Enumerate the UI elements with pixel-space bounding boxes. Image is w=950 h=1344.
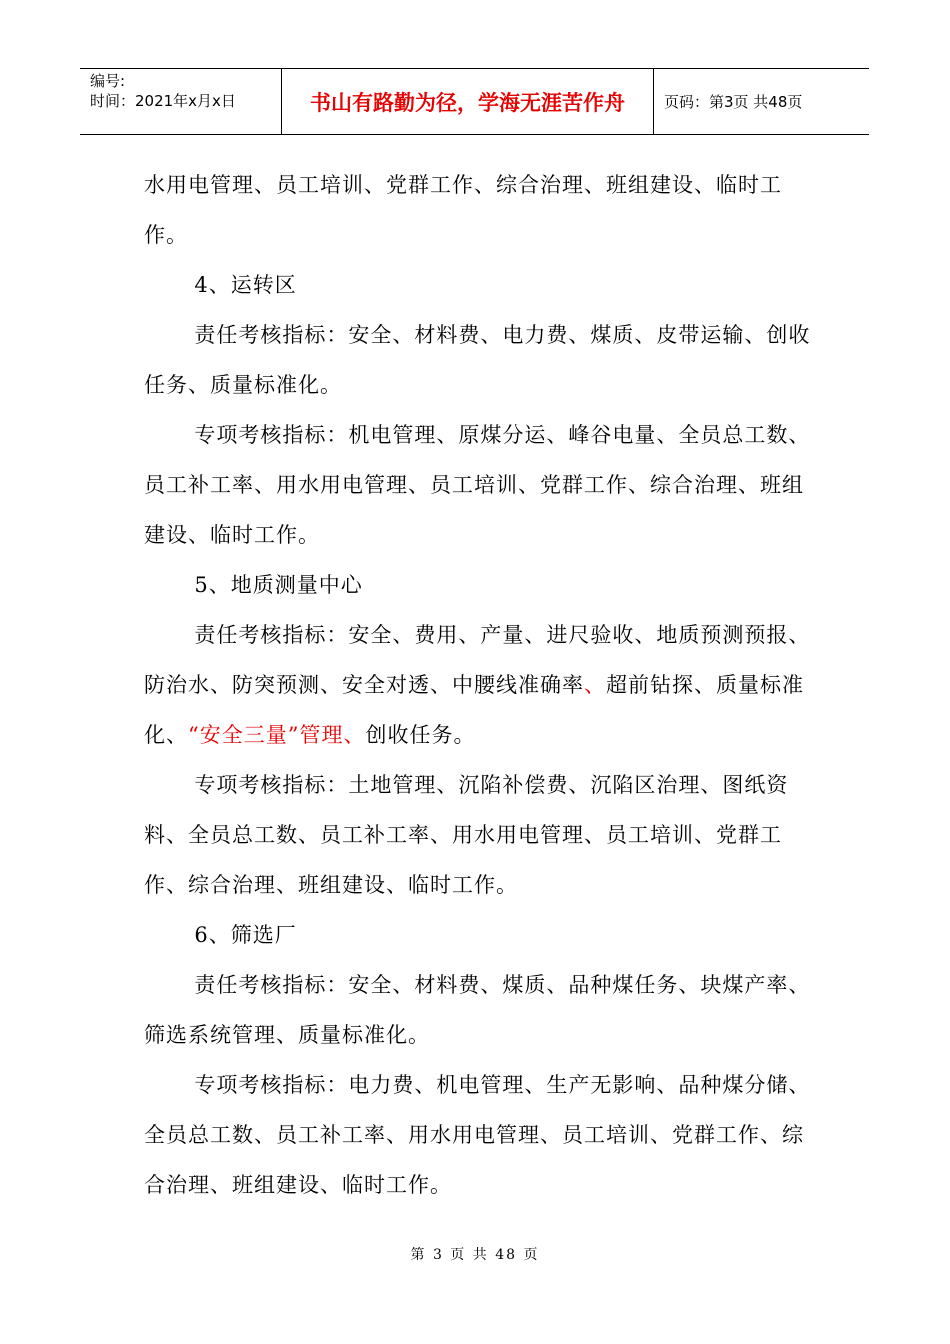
s5-resp-red-highlight: “安全三量”管理、 bbox=[188, 723, 366, 747]
number-label: 编号: bbox=[90, 72, 126, 90]
section-5-title: 5、地质测量中心 bbox=[194, 573, 363, 597]
header-meta bbox=[80, 69, 282, 134]
section-4-responsibility: 责任考核指标：安全、材料费、电力费、煤质、皮带运输、创收任务、质量标准化。 bbox=[144, 323, 811, 397]
document-body bbox=[144, 160, 824, 1210]
time-label: 时间：2021年x月x日 bbox=[90, 92, 236, 110]
s5-resp-part-c: 创收任务。 bbox=[365, 723, 476, 747]
header-page-info: 页码：第3页 共48页 bbox=[664, 93, 803, 111]
section-4-title: 4、运转区 bbox=[194, 273, 297, 297]
header-motto: 书山有路勤为径，学海无涯苦作舟 bbox=[282, 69, 654, 134]
section-5-responsibility bbox=[144, 610, 824, 760]
s5-resp-red-comma: 、 bbox=[584, 673, 606, 697]
page-header bbox=[80, 68, 869, 135]
paragraph-continuation-end: 作。 bbox=[144, 223, 188, 247]
paragraph-continuation: 水用电管理、员工培训、党群工作、综合治理、班组建设、临时工 bbox=[144, 173, 782, 197]
section-5-special: 专项考核指标：土地管理、沉陷补偿费、沉陷区治理、图纸资料、全员总工数、员工补工率、用水用电管理、员工培训、党群工作、综合治理、班组建设、临时工作。 bbox=[144, 773, 789, 897]
section-6-title: 6、筛选厂 bbox=[194, 923, 297, 947]
s5-resp-part-a: 责任考核指标：安全、费用、产量、进尺验收、地质预测预报、防治水、防突预测、安全对透、中腰线准确率 bbox=[144, 623, 811, 697]
page-footer: 第 3 页 共 48 页 bbox=[410, 1247, 540, 1263]
section-4-special: 专项考核指标：机电管理、原煤分运、峰谷电量、全员总工数、员工补工率、用水用电管理、员工培训、党群工作、综合治理、班组建设、临时工作。 bbox=[144, 423, 811, 547]
section-6-responsibility: 责任考核指标：安全、材料费、煤质、品种煤任务、块煤产率、筛选系统管理、质量标准化。 bbox=[144, 973, 811, 1047]
s5-resp-part-b: 超前钻探、质量标准化、 bbox=[144, 673, 804, 747]
section-6-special: 专项考核指标：电力费、机电管理、生产无影响、品种煤分储、全员总工数、员工补工率、用水用电管理、员工培训、党群工作、综合治理、班组建设、临时工作。 bbox=[144, 1073, 811, 1197]
